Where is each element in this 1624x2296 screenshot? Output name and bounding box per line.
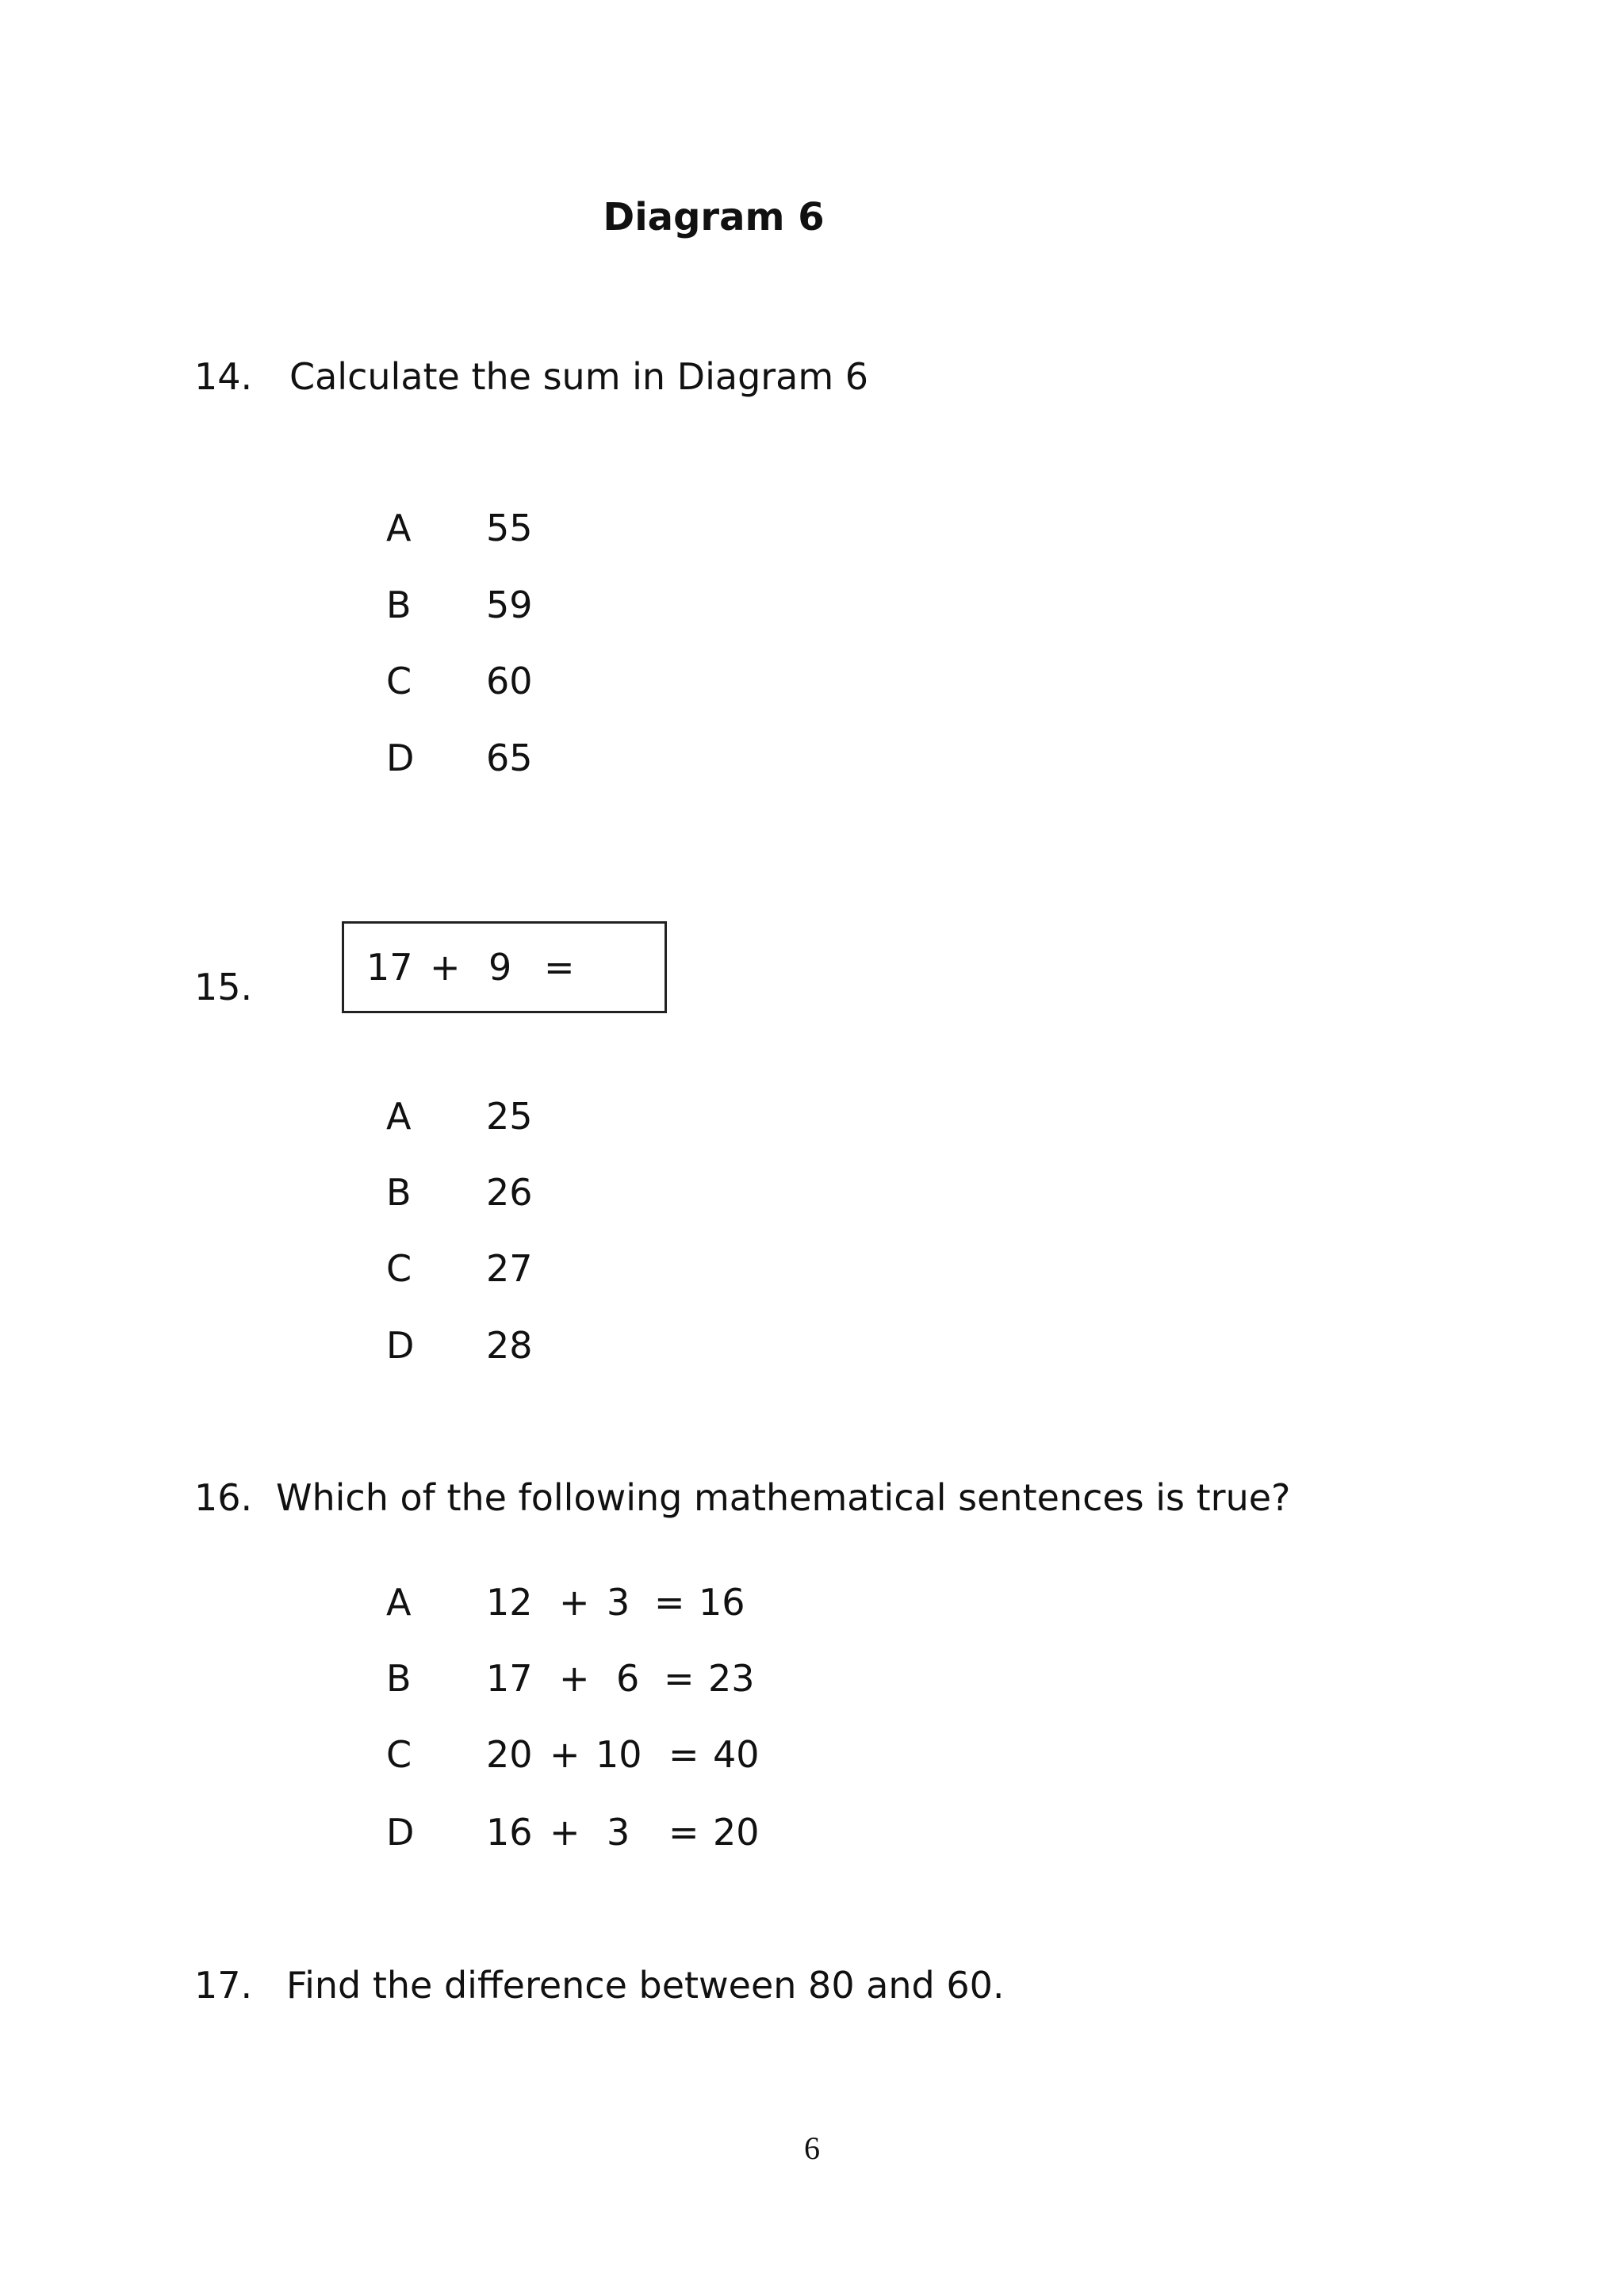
question-14-text: Calculate the sum in Diagram 6 [289, 355, 869, 398]
q16-option-d-letter: D [386, 1811, 415, 1854]
equation-addend-2: 9 [488, 946, 512, 989]
q16-d-addend-1: 16 [486, 1811, 533, 1854]
q16-c-plus-sign: + [550, 1733, 580, 1776]
q16-a-plus-sign: + [559, 1581, 590, 1624]
q16-b-addend-2: 6 [616, 1657, 640, 1700]
q15-option-a-letter: A [386, 1095, 412, 1138]
q16-b-equals-sign: = [664, 1657, 695, 1700]
equation-equals-sign: = [544, 946, 575, 989]
q15-option-d-value: 28 [486, 1324, 533, 1367]
question-17-number: 17. [194, 1964, 253, 2007]
question-16-number: 16. [194, 1476, 253, 1519]
q15-option-c-value: 27 [486, 1247, 533, 1290]
equation-addend-1: 17 [366, 946, 413, 989]
q16-option-c-letter: C [386, 1733, 412, 1776]
q16-b-plus-sign: + [559, 1657, 590, 1700]
question-17-text: Find the difference between 80 and 60. [286, 1964, 1005, 2007]
q16-a-addend-2: 3 [607, 1581, 630, 1624]
q15-option-b-value: 26 [486, 1171, 533, 1214]
q16-d-result: 20 [713, 1811, 760, 1854]
q16-a-addend-1: 12 [486, 1581, 533, 1624]
equation-plus-sign: + [430, 946, 461, 989]
q16-d-equals-sign: = [668, 1811, 699, 1854]
question-16-text: Which of the following mathematical sentences is true? [276, 1476, 1291, 1519]
q16-option-d-equation [486, 1811, 760, 1854]
q14-option-d-value: 65 [486, 737, 533, 779]
q16-c-result: 40 [713, 1733, 760, 1776]
q16-a-equals-sign: = [654, 1581, 685, 1624]
question-15-number: 15. [194, 966, 253, 1008]
q16-c-equals-sign: = [668, 1733, 699, 1776]
q14-option-a-value: 55 [486, 507, 533, 549]
question-14-number: 14. [194, 355, 253, 398]
q16-c-addend-1: 20 [486, 1733, 533, 1776]
q16-b-result: 23 [708, 1657, 755, 1700]
q15-option-c-letter: C [386, 1247, 412, 1290]
q16-b-addend-1: 17 [486, 1657, 533, 1700]
q15-option-b-letter: B [386, 1171, 412, 1214]
q16-c-addend-2: 10 [596, 1733, 642, 1776]
diagram-caption: Diagram 6 [603, 195, 825, 239]
q14-option-b-letter: B [386, 584, 412, 626]
equation-box [342, 921, 667, 1013]
q14-option-d-letter: D [386, 737, 415, 779]
q16-option-b-equation [486, 1657, 755, 1700]
q14-option-c-letter: C [386, 660, 412, 702]
q16-option-c-equation [486, 1733, 760, 1776]
q16-a-result: 16 [699, 1581, 745, 1624]
q14-option-a-letter: A [386, 507, 412, 549]
equation-expression [366, 946, 576, 989]
q14-option-c-value: 60 [486, 660, 533, 702]
q14-option-b-value: 59 [486, 584, 533, 626]
q16-option-a-equation [486, 1581, 745, 1624]
q16-option-b-letter: B [386, 1657, 412, 1700]
page-number: 6 [804, 2130, 820, 2166]
q16-option-a-letter: A [386, 1581, 412, 1624]
q15-option-a-value: 25 [486, 1095, 533, 1138]
q16-d-addend-2: 3 [607, 1811, 630, 1854]
q16-d-plus-sign: + [550, 1811, 580, 1854]
q15-option-d-letter: D [386, 1324, 415, 1367]
